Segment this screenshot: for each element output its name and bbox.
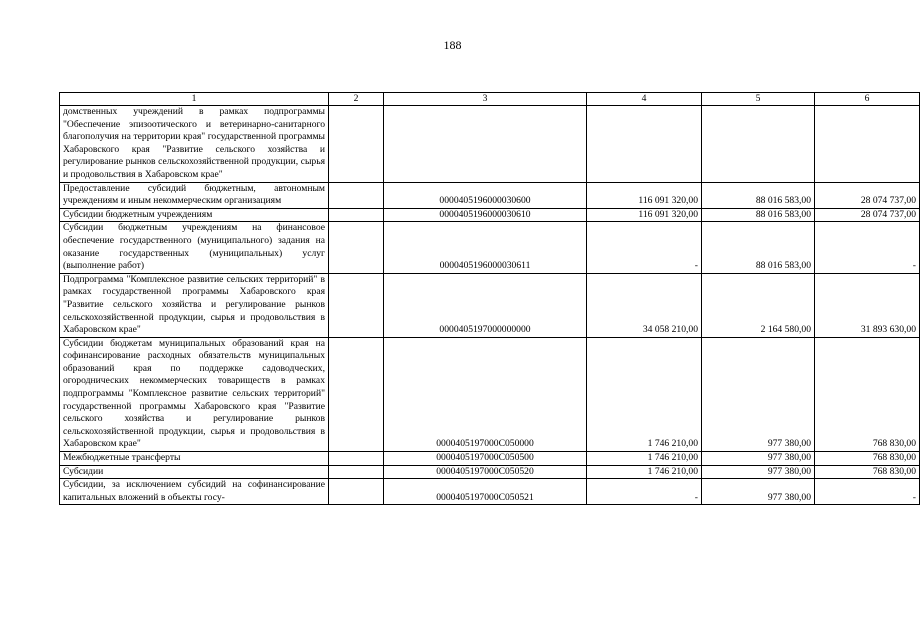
row-code: 0000405197000000000 xyxy=(384,273,587,337)
row-description: Межбюджетные трансферты xyxy=(60,452,329,466)
row-code: 0000405196000030611 xyxy=(384,222,587,273)
row-description: Субсидии, за исключением субсидий на софинансирование капитальных вложений в объекты госу- xyxy=(60,479,329,505)
row-code: 0000405196000030610 xyxy=(384,208,587,222)
row-value-4: 1 746 210,00 xyxy=(587,465,702,479)
table-row xyxy=(60,479,920,505)
row-description: Субсидии бюджетным учреждениям на финансовое обеспечение государственного (муниципального) задания на оказание государственных (муниципальных) услуг (выполнение работ) xyxy=(60,222,329,273)
table-row xyxy=(60,182,920,208)
row-value-6: 768 830,00 xyxy=(815,452,920,466)
row-value-4: 1 746 210,00 xyxy=(587,337,702,451)
row-code: 0000405197000C050521 xyxy=(384,479,587,505)
row-col2 xyxy=(329,208,384,222)
row-value-5 xyxy=(702,106,815,183)
row-description: Подпрограмма "Комплексное развитие сельских территорий" в рамках государственной программы Хабаровского края "Развитие сельского хозяйства и регулирование рынков сельскохозяйственной продукции, сырья и продовольствия в Хабаровском крае" xyxy=(60,273,329,337)
row-col2 xyxy=(329,337,384,451)
row-col2 xyxy=(329,106,384,183)
row-value-5: 88 016 583,00 xyxy=(702,222,815,273)
row-value-6: - xyxy=(815,222,920,273)
row-value-6: 768 830,00 xyxy=(815,465,920,479)
row-value-5: 977 380,00 xyxy=(702,479,815,505)
row-value-4: 116 091 320,00 xyxy=(587,182,702,208)
table-row xyxy=(60,337,920,451)
row-value-6: 28 074 737,00 xyxy=(815,182,920,208)
row-col2 xyxy=(329,273,384,337)
table-row xyxy=(60,106,920,183)
row-col2 xyxy=(329,182,384,208)
column-header: 5 xyxy=(702,93,815,106)
column-header: 3 xyxy=(384,93,587,106)
row-value-5: 977 380,00 xyxy=(702,337,815,451)
page-number: 188 xyxy=(443,38,462,52)
row-col2 xyxy=(329,465,384,479)
row-description: Субсидии бюджетам муниципальных образований края на софинансирование расходных обязательств муниципальных образований края по поддержке садоводческих, огороднических некоммерческих товариществ в рамках подпрограммы "Комплексное развитие сельских территорий" государственной программы Хабаровского края "Развитие сельского хозяйства и регулирование рынков сельскохозяйственной продукции, сырья и продовольствия в Хабаровском крае" xyxy=(60,337,329,451)
row-code: 0000405197000C050000 xyxy=(384,337,587,451)
row-value-4 xyxy=(587,106,702,183)
row-value-5: 88 016 583,00 xyxy=(702,182,815,208)
row-value-4: - xyxy=(587,479,702,505)
row-description: Субсидии бюджетным учреждениям xyxy=(60,208,329,222)
row-col2 xyxy=(329,222,384,273)
row-value-4: 116 091 320,00 xyxy=(587,208,702,222)
table-row xyxy=(60,452,920,466)
row-code: 0000405197000C050520 xyxy=(384,465,587,479)
row-value-4: 1 746 210,00 xyxy=(587,452,702,466)
table-row xyxy=(60,222,920,273)
column-header: 2 xyxy=(329,93,384,106)
row-description: Субсидии xyxy=(60,465,329,479)
table-row xyxy=(60,208,920,222)
row-value-5: 88 016 583,00 xyxy=(702,208,815,222)
row-value-6: 768 830,00 xyxy=(815,337,920,451)
row-value-5: 2 164 580,00 xyxy=(702,273,815,337)
column-header: 4 xyxy=(587,93,702,106)
column-header: 1 xyxy=(60,93,329,106)
table-row xyxy=(60,273,920,337)
header-row xyxy=(60,93,920,106)
row-description: домственных учреждений в рамках подпрограммы "Обеспечение эпизоотического и ветеринарно-санитарного благополучия на территории края" государственной программы Хабаровского края "Развитие сельского хозяйства и регулирование рынков сельскохозяйственной продукции, сырья и продовольствия в Хабаровском крае" xyxy=(60,106,329,183)
row-value-6 xyxy=(815,106,920,183)
table-row xyxy=(60,465,920,479)
row-value-6: 31 893 630,00 xyxy=(815,273,920,337)
budget-table xyxy=(59,92,920,505)
row-value-5: 977 380,00 xyxy=(702,465,815,479)
row-code: 0000405197000C050500 xyxy=(384,452,587,466)
row-value-6: 28 074 737,00 xyxy=(815,208,920,222)
row-description: Предоставление субсидий бюджетным, автономным учреждениям и иным некоммерческим организациям xyxy=(60,182,329,208)
row-col2 xyxy=(329,479,384,505)
row-value-4: - xyxy=(587,222,702,273)
row-code: 0000405196000030600 xyxy=(384,182,587,208)
row-col2 xyxy=(329,452,384,466)
row-value-6: - xyxy=(815,479,920,505)
column-header: 6 xyxy=(815,93,920,106)
row-value-4: 34 058 210,00 xyxy=(587,273,702,337)
row-code xyxy=(384,106,587,183)
row-value-5: 977 380,00 xyxy=(702,452,815,466)
